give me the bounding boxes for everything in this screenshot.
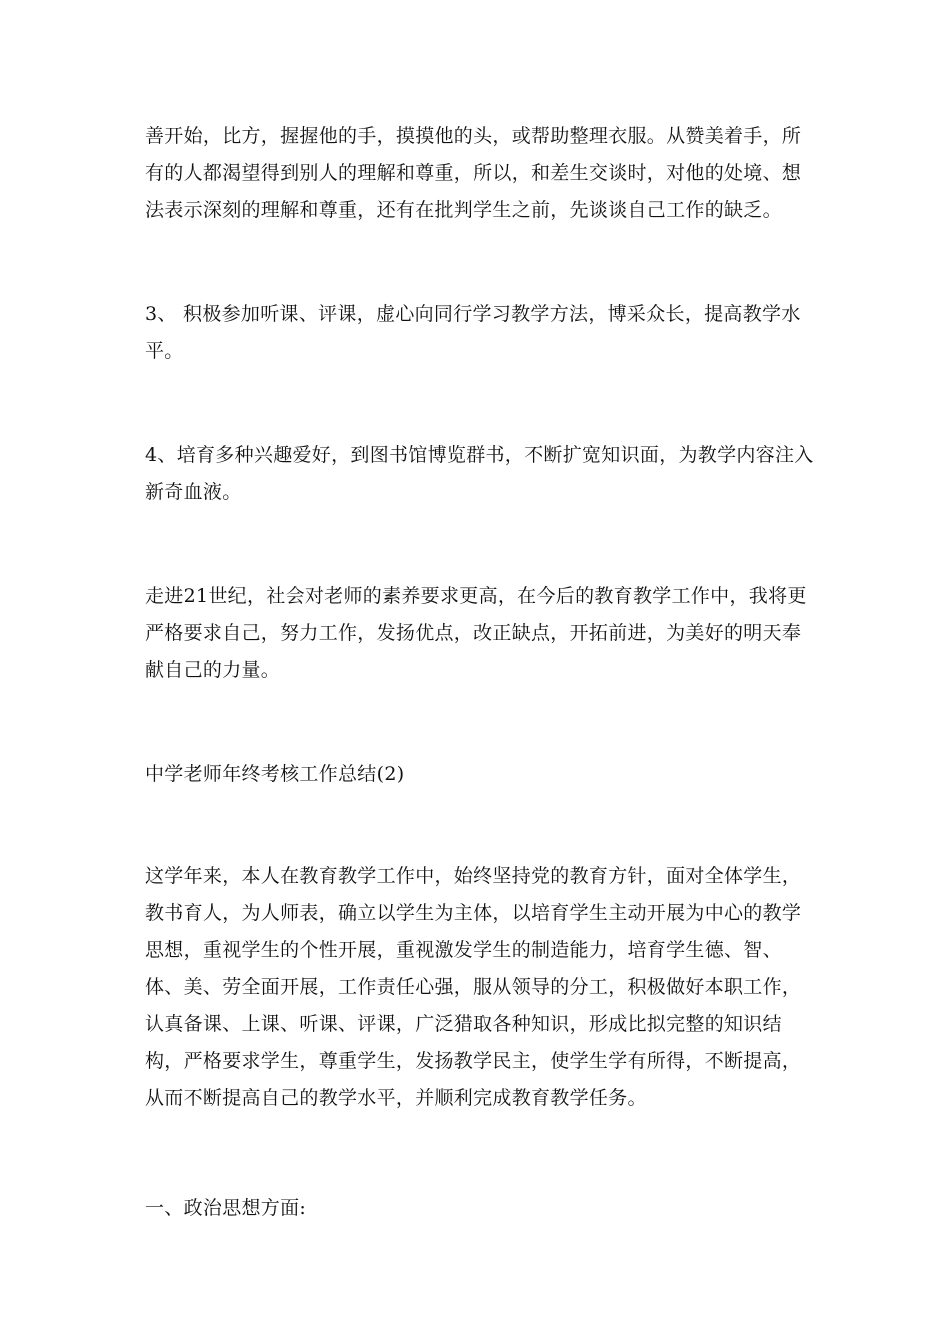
paragraph-21st-century: 走进21世纪，社会对老师的素养要求更高，在今后的教育教学工作中，我将更严格要求自己，努力工作，发扬优点，改正缺点，开拓前进，为美好的明天奉献自己的力量。 [145, 585, 807, 681]
paragraph-item-4-hobbies: 4、培育多种兴趣爱好，到图书馆博览群书，不断扩宽知识面，为教学内容注入新奇血液。 [145, 444, 814, 503]
subsection-heading-politics: 一、政治思想方面: [145, 1197, 307, 1219]
paragraph-item-3-lessons: 3、 积极参加听课、评课，虚心向同行学习教学方法，博采众长，提高教学水平。 [145, 303, 801, 362]
paragraph-year-summary: 这学年来，本人在教育教学工作中，始终坚持党的教育方针，面对全体学生，教书育人，为人师表，确立以学生为主体，以培育学生主动开展为中心的教学思想，重视学生的个性开展，重视激发学生的制造能力，培育学生德、智、体、美、劳全面开展，工作责任心强，服从领导的分工，积极做好本职工作，认真备课、上课、听课、评课，广泛猎取各种知识，形成比拟完整的知识结构，严格要求学生，尊重学生，发扬教学民主，使学生学有所得，不断提高，从而不断提高自己的教学水平，并顺利完成教育教学任务。 [145, 865, 802, 1109]
section-heading: 中学老师年终考核工作总结(2) [145, 763, 405, 785]
paragraph-praise-understanding: 善开始，比方，握握他的手，摸摸他的头，或帮助整理衣服。从赞美着手，所有的人都渴望得到别人的理解和尊重，所以，和差生交谈时，对他的处境、想法表示深刻的理解和尊重，还有在批判学生之前，先谈谈自己工作的缺乏。 [145, 125, 802, 221]
